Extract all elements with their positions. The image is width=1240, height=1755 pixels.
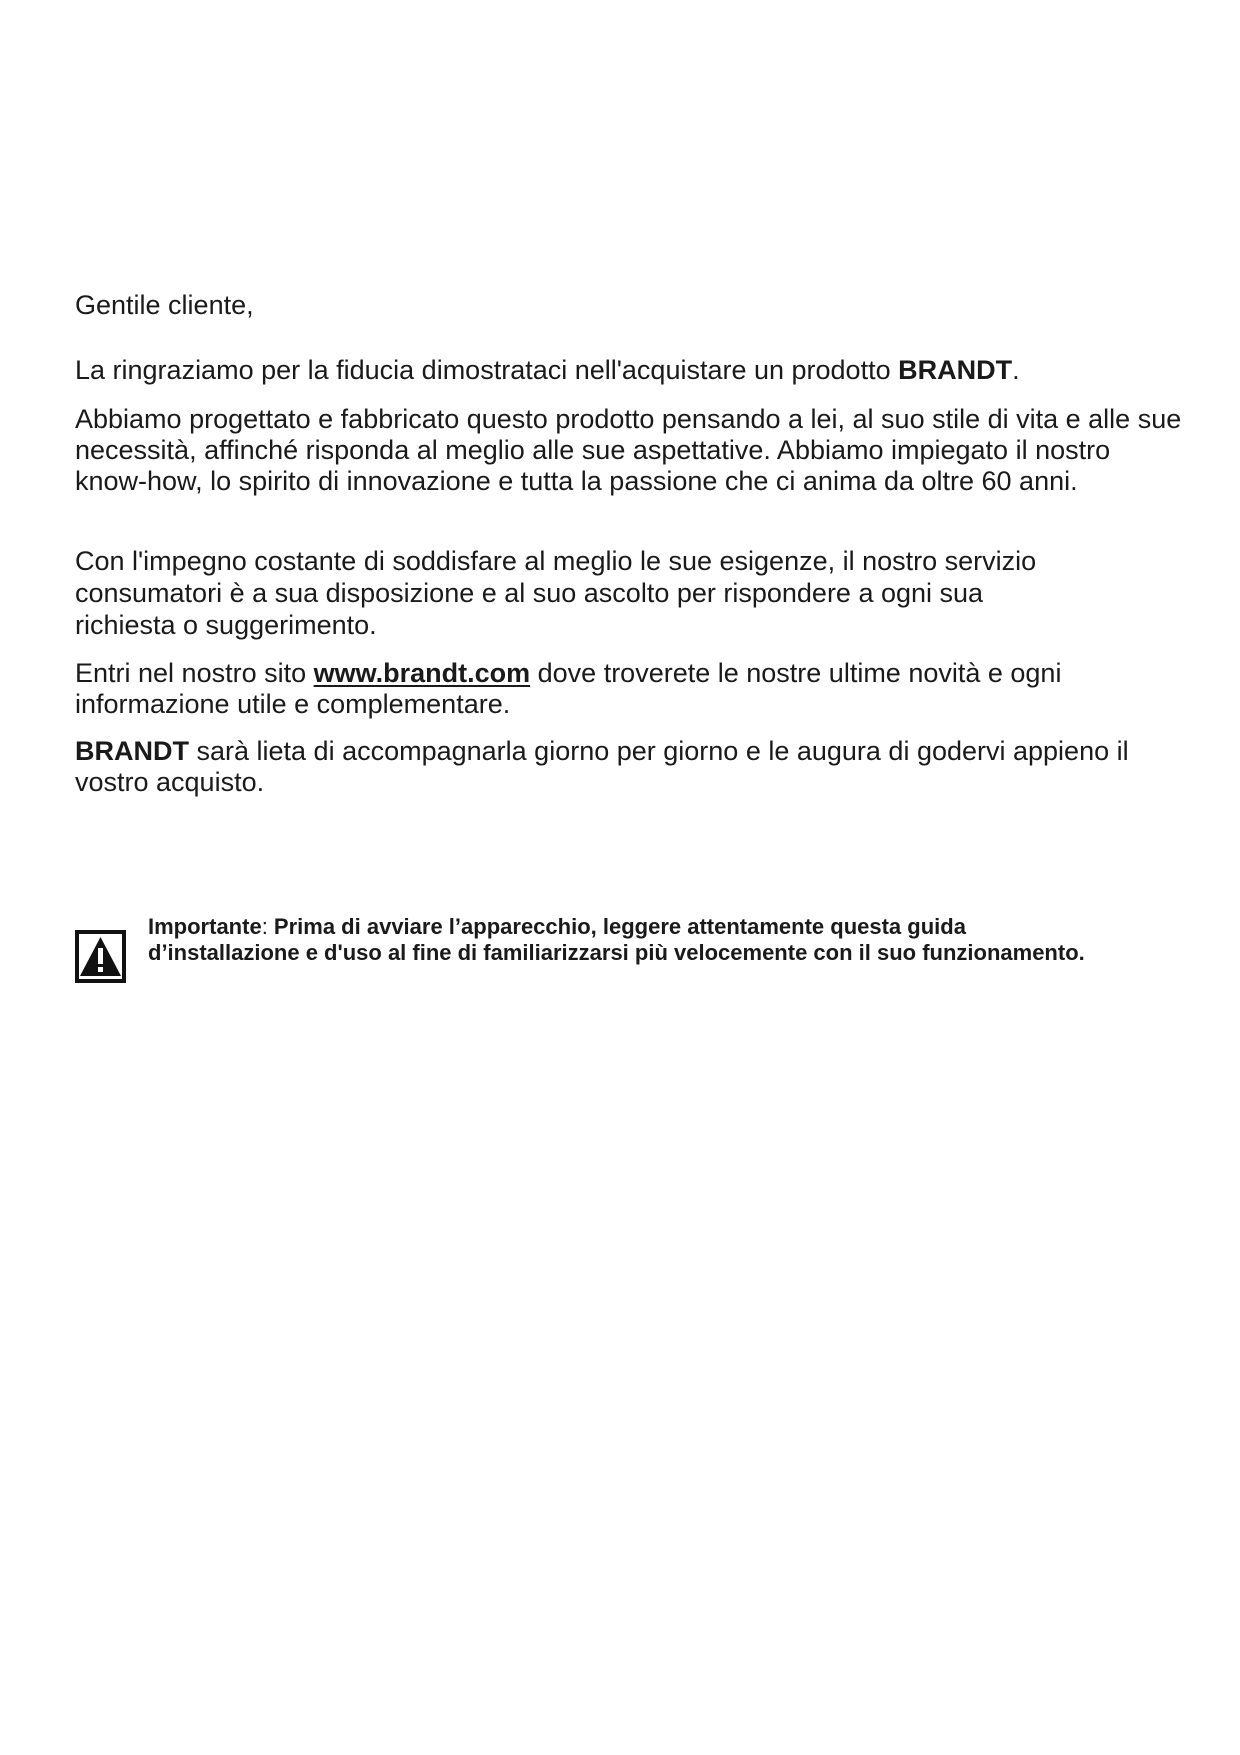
warning-sep: :	[261, 914, 274, 939]
brand-name: BRANDT	[898, 355, 1013, 385]
warning-label: Importante	[148, 914, 262, 939]
warning-triangle-icon	[75, 930, 126, 983]
greeting: Gentile cliente,	[75, 290, 254, 320]
design-paragraph: Abbiamo progettato e fabbricato questo prodotto pensando a lei, al suo stile di vita e alle sue necessità, affinché risponda al meglio alle sue aspettative. Abbiamo impiegato il nostro know-how, lo spirito di innovazione e tutta la passione che ci anima da oltre 60 anni.	[75, 404, 1182, 496]
service-paragraph: Con l'impegno costante di soddisfare al meglio le sue esigenze, il nostro servizio consumatori è a sua disposizione e al suo ascolto per rispondere a ogni sua richiesta o suggerimento.	[75, 546, 1037, 640]
brand-name-closing: BRANDT	[75, 736, 189, 766]
website-after: dove troverete le nostre ultime novità e ogni informazione utile e complementare.	[75, 658, 1062, 719]
warning-text	[148, 914, 1098, 966]
thanks-end: .	[1012, 355, 1020, 385]
website-link[interactable]: www.brandt.com	[313, 658, 531, 688]
closing-text: sarà lieta di accompagnarla giorno per giorno e le augura di godervi appieno il vostro acquisto.	[75, 736, 1129, 797]
thanks-text: La ringraziamo per la fiducia dimostrataci nell'acquistare un prodotto	[75, 355, 899, 385]
warning-body: Prima di avviare l’apparecchio, leggere attentamente questa guida d’installazione e d'uso al fine di familiarizzarsi più velocemente con il suo funzionamento.	[148, 914, 1085, 965]
thanks-paragraph	[75, 355, 1020, 386]
website-paragraph	[75, 658, 1185, 720]
website-before: Entri nel nostro sito	[75, 658, 314, 688]
closing-paragraph	[75, 736, 1185, 798]
